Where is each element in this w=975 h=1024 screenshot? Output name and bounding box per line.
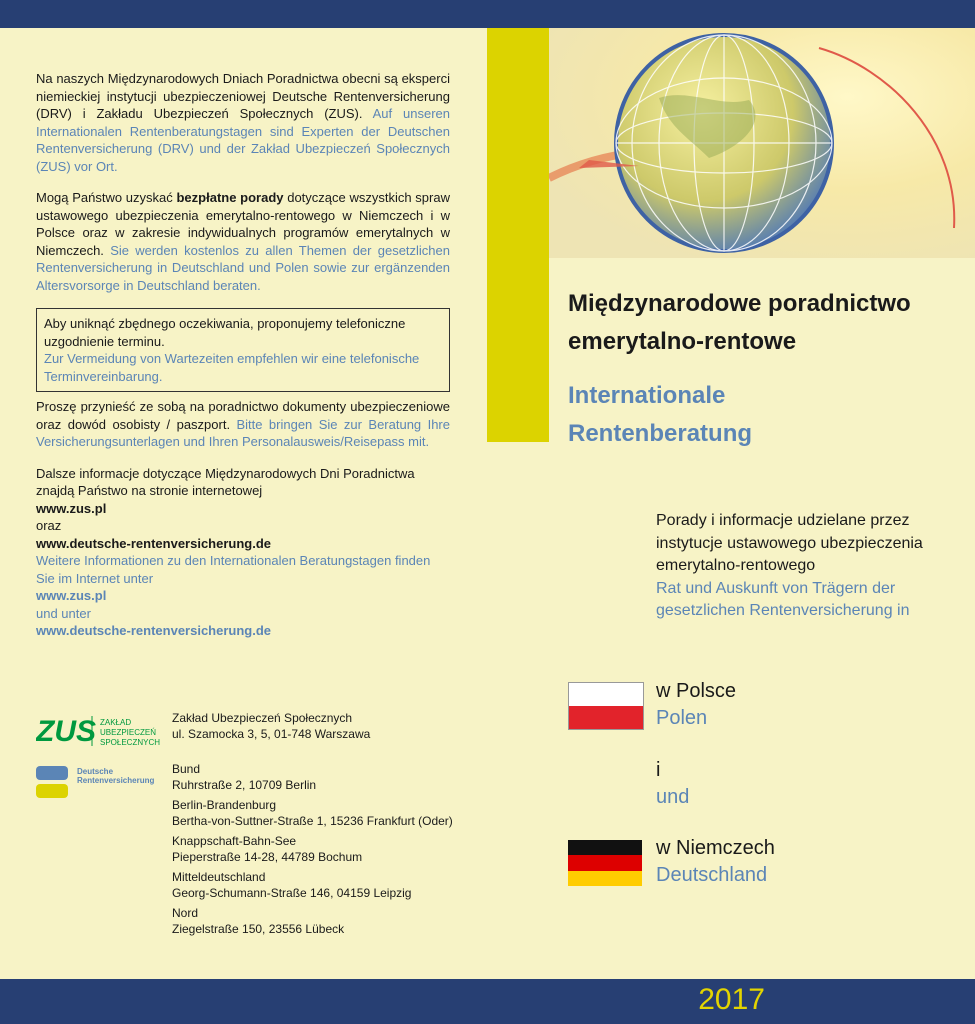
drv-address-street: Ziegelstraße 150, 23556 Lübeck [172, 922, 345, 936]
drv-link-de[interactable]: www.deutsche-rentenversicherung.de [36, 623, 272, 638]
advice-text-pl-end: dotyczące wszystkich spraw ustawowego ubezpieczenia emerytalno-rentowego w Niemczech i w Polsce oraz w zakresie indywidualnych programów emerytalnych w Niemczech. [36, 190, 450, 258]
advice-paragraph [36, 189, 450, 294]
more-info-oraz: oraz [36, 518, 62, 533]
cover-subtitle [656, 510, 946, 623]
and-label-pl: i [656, 759, 661, 781]
more-info-block [36, 465, 450, 640]
address-column [172, 710, 472, 937]
top-bar [0, 0, 975, 28]
yellow-strip [487, 28, 549, 442]
subtitle-de-line2: gesetzlichen Rentenversicherung in [656, 602, 910, 619]
poland-flag [568, 682, 644, 730]
drv-link-pl[interactable]: www.deutsche-rentenversicherung.de [36, 535, 272, 551]
subtitle-pl-line1: Porady i informacje udzielane przez [656, 512, 910, 529]
title-pl-line2: emerytalno-rentowe [568, 328, 797, 355]
drv-logo [36, 766, 161, 806]
poland-label-pl: w Polsce [656, 680, 737, 702]
zus-address-name: Zakład Ubezpieczeń Społecznych [172, 711, 353, 725]
intro-text-pl: Na naszych Międzynarodowych Dniach Poradnictwa obecni są eksperci niemieckiej instytucji ubezpieczeniowej Deutsche Rentenversicherung (DRV) i Zakładu Ubezpieczeń Społecznych (ZUS). [36, 71, 450, 121]
more-info-text-pl: Dalsze informacje dotyczące Międzynarodowych Dni Poradnictwa znajdą Państwo na stronie internetowej [36, 465, 415, 498]
zus-logo [36, 714, 161, 752]
documents-paragraph [36, 398, 450, 451]
zus-logo-line1: ZAKŁAD [100, 718, 132, 727]
bottom-bar [0, 979, 975, 1024]
documents-text-pl: Proszę przynieść ze sobą na poradnictwo dokumenty ubezpieczeniowe oraz dowód osobisty / paszport. [36, 399, 450, 432]
and-label-de: und [656, 786, 690, 808]
subtitle-de-line1: Rat und Auskunft von Trägern der [656, 579, 896, 597]
intro-paragraph [36, 70, 450, 175]
zus-logo-line2: UBEZPIECZEŃ [100, 728, 157, 737]
drv-address-street: Bertha-von-Suttner-Straße 1, 15236 Frankfurt (Oder) [172, 814, 453, 828]
appointment-box [36, 308, 450, 392]
advice-text-pl-bold: bezpłatne porady [176, 190, 284, 205]
drv-address-street: Georg-Schumann-Straße 146, 04159 Leipzig [172, 886, 412, 900]
drv-address-name: Bund [172, 762, 201, 776]
title-de-line1: Internationale [568, 382, 726, 409]
drv-logo-line2: Rentenversicherung [77, 776, 155, 785]
germany-label-de: Deutschland [656, 864, 768, 886]
subtitle-pl-line2: instytucje ustawowego ubezpieczenia [656, 534, 923, 552]
intro-text-de: Auf unseren Internationalen Rentenberatungstagen sind Experten der Deutschen Rentenversicherung (DRV) und der Zakład Ubezpieczeń Społecznych (ZUS) vor Ort. [36, 106, 450, 174]
advice-text-pl-start: Mogą Państwo uzyskać [36, 190, 177, 205]
zus-link-pl[interactable]: www.zus.pl [36, 500, 107, 516]
year-label: 2017 [698, 983, 765, 1016]
country-poland [656, 678, 736, 732]
appointment-text-de: Zur Vermeidung von Wartezeiten empfehlen wir eine telefonische Terminvereinbarung. [44, 351, 420, 384]
drv-address-name: Berlin-Brandenburg [172, 798, 277, 812]
conjunction [656, 757, 689, 811]
left-panel [36, 70, 450, 640]
zus-logo-line3: SPOŁECZNYCH [100, 738, 161, 747]
zus-link-de[interactable]: www.zus.pl [36, 588, 107, 603]
appointment-text-pl: Aby uniknąć zbędnego oczekiwania, proponujemy telefoniczne uzgodnienie terminu. [44, 316, 406, 349]
drv-address-street: Pieperstraße 14-28, 44789 Bochum [172, 850, 363, 864]
title-pl-line1: Międzynarodowe poradnictwo [568, 290, 911, 317]
zus-address-street: ul. Szamocka 3, 5, 01-748 Warszawa [172, 727, 371, 741]
title-polish [568, 285, 968, 361]
drv-address-street: Ruhrstraße 2, 10709 Berlin [172, 778, 317, 792]
drv-logo-line1: Deutsche [77, 767, 114, 776]
poland-label-de: Polen [656, 707, 708, 729]
more-info-und: und unter [36, 605, 91, 621]
globe-image [549, 28, 975, 258]
title-german [568, 377, 968, 453]
drv-address-name: Nord [172, 906, 199, 920]
subtitle-pl-line3: emerytalno-rentowego [656, 557, 816, 574]
documents-text-de: Bitte bringen Sie zur Beratung Ihre Versicherungsunterlagen und Ihren Personalausweis/Reisepass mit. [36, 416, 450, 449]
germany-flag [568, 840, 642, 886]
germany-label-pl: w Niemczech [656, 837, 775, 859]
zus-logo-mark: ZUS [36, 715, 96, 748]
more-info-text-de: Weitere Informationen zu den Internationalen Beratungstagen finden Sie im Internet unter [36, 553, 431, 586]
drv-address-name: Knappschaft-Bahn-See [172, 834, 297, 848]
advice-text-de: Sie werden kostenlos zu allen Themen der gesetzlichen Rentenversicherung in Deutschland und Polen sowie zur ergänzenden Altersvorsorge in Deutschland beraten. [36, 242, 450, 293]
title-de-line2: Rentenberatung [568, 420, 753, 447]
drv-address-name: Mitteldeutschland [172, 870, 266, 884]
country-germany [656, 835, 775, 889]
